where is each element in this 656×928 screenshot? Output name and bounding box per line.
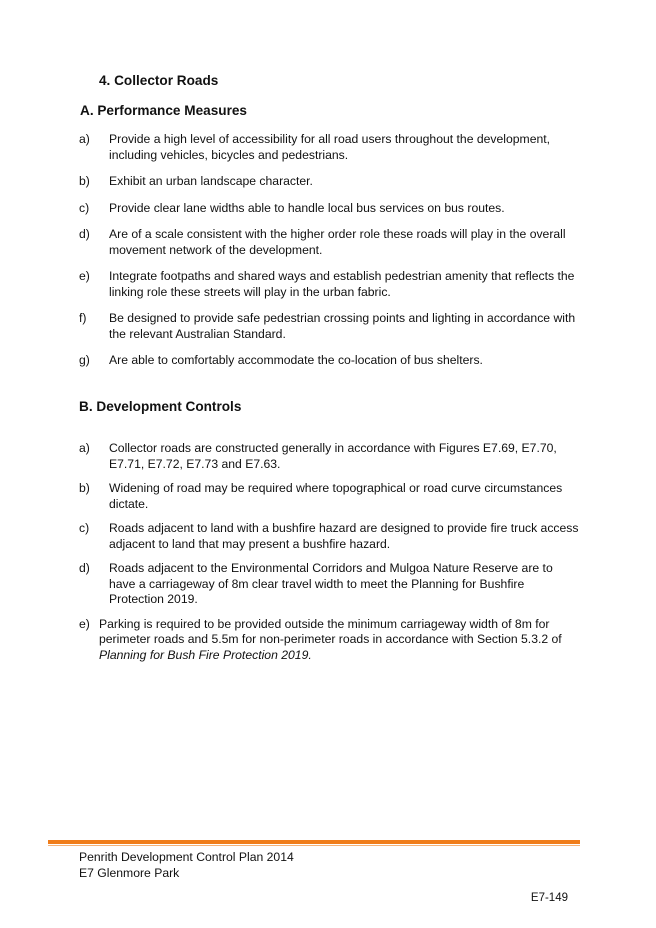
list-item-text: Collector roads are constructed generally in accordance with Figures E7.69, E7.70, E7.71, E7.72, E7.73 and E7.63. xyxy=(109,441,557,471)
list-item-text: Parking is required to be provided outside the minimum carriageway width of 8m for perimeter roads and 5.5m for non-perimeter roads in accordance with Section 5.3.2 of xyxy=(99,616,562,646)
list-item-text: Be designed to provide safe pedestrian crossing points and lighting in accordance with the relevant Australian Standard. xyxy=(109,311,576,341)
list-item xyxy=(79,227,579,258)
page-number: E7-149 xyxy=(530,892,568,904)
list-item-text: Are able to comfortably accommodate the co-location of bus shelters. xyxy=(109,353,483,367)
list-item-italic-text: Planning for Bush Fire Protection 2019. xyxy=(99,647,312,662)
list-marker: d) xyxy=(79,227,90,241)
list-item-text: Roads adjacent to the Environmental Corridors and Mulgoa Nature Reserve are to have a carriageway of 8m clear travel width to meet the Planning for Bushfire Protection 2019. xyxy=(109,561,553,606)
list-item xyxy=(79,521,579,552)
list-item-text: Provide clear lane widths able to handle local bus services on bus routes. xyxy=(109,200,505,215)
list-item-text: Provide a high level of accessibility for all road users throughout the development, including vehicles, bicycles and pedestrians. xyxy=(109,132,551,162)
list-item xyxy=(79,269,579,300)
list-marker: e) xyxy=(79,269,90,283)
footer-plan-name: Penrith Development Control Plan 2014 xyxy=(79,850,294,864)
list-item xyxy=(79,353,579,369)
footer-rule-shadow xyxy=(48,845,580,846)
list-item-text: Exhibit an urban landscape character. xyxy=(109,174,313,188)
list-marker: a) xyxy=(79,132,90,146)
list-item-text: Roads adjacent to land with a bushfire hazard are designed to provide fire truck access adjacent to land that may present a bushfire hazard. xyxy=(109,521,579,551)
list-marker: f) xyxy=(79,311,87,325)
list-marker: e) xyxy=(79,616,90,631)
list-item xyxy=(79,617,579,664)
footer-rule xyxy=(48,840,580,844)
list-item xyxy=(79,132,579,163)
performance-measures-list xyxy=(79,132,579,380)
list-item-text: Are of a scale consistent with the higher order role these roads will play in the overall movement network of the development. xyxy=(109,227,566,257)
list-item xyxy=(79,481,579,512)
development-controls-title: B. Development Controls xyxy=(79,399,242,414)
section-heading: 4. Collector Roads xyxy=(99,73,219,88)
list-item xyxy=(79,561,579,608)
list-marker: c) xyxy=(79,200,90,215)
list-item xyxy=(79,441,579,472)
list-marker: b) xyxy=(79,481,90,495)
performance-measures-title: A. Performance Measures xyxy=(80,103,247,118)
list-marker: a) xyxy=(79,441,90,455)
list-item xyxy=(79,311,579,342)
list-marker: c) xyxy=(79,521,90,535)
list-item-text: Integrate footpaths and shared ways and establish pedestrian amenity that reflects the linking role these streets will play in the urban fabric. xyxy=(109,269,575,299)
development-controls-list xyxy=(79,441,579,672)
footer-section-name: E7 Glenmore Park xyxy=(79,866,180,880)
list-marker: b) xyxy=(79,174,90,188)
list-item-text: Widening of road may be required where topographical or road curve circumstances dictate. xyxy=(109,481,563,511)
list-item xyxy=(79,174,579,190)
list-marker: g) xyxy=(79,353,90,367)
list-item xyxy=(79,201,579,217)
list-marker: d) xyxy=(79,561,90,575)
